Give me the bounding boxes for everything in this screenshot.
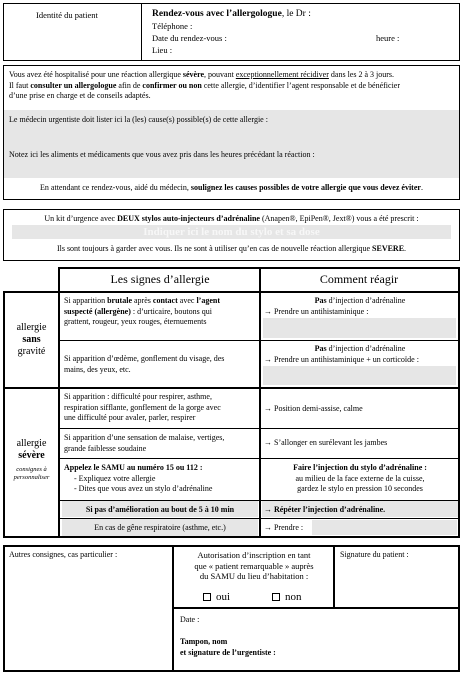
yes-checkbox[interactable] [203,593,211,601]
causes-label: Le médecin urgentiste doit lister ici la (les) cause(s) possible(s) de cette allergie : [9,115,268,124]
row-line [60,340,459,341]
foods-label: Notez ici les aliments et médicaments que vous avez pris dans les heures précédant la réaction : [9,150,315,159]
no-checkbox[interactable] [272,593,280,601]
row-line [60,458,459,459]
row-7-react: → Prendre : [264,523,304,532]
yes-label: oui [216,591,231,603]
row-6-signs: Si pas d’amélioration au bout de 5 à 10 min [85,505,235,514]
yes-option[interactable] [203,591,230,604]
patient-signature-label: Signature du patient : [340,550,409,559]
pen-name-field[interactable] [12,225,451,239]
row-5-signs: Appelez le SAMU au numéro 15 ou 112 : - Expliquez votre allergie - Dites que vous avez un stylo d’adrénaline [64,463,213,493]
row-5-react: Faire l’injection du stylo d’adrénaline : au milieu de la face externe de la cuisse, gardez le stylo en pression 10 secondes [293,463,427,493]
place-label: Lieu : [152,45,173,55]
row-6-react: → Répéter l’injection d’adrénaline. [264,505,386,514]
customize-note: consignes à [16,466,47,473]
avoid-note: En attendant ce rendez-vous, aidé du médecin, soulignez les causes possibles de votre allergie que vous devez éviter. [40,183,423,192]
row-1-react-title: Pas d’injection d’adrénaline [314,296,406,305]
severe-allergy-label: allergie sévère consignes à personnaliser [5,438,58,482]
allergist-title: Rendez-vous avec l’allergologue [152,9,282,19]
appointment-title [152,9,311,20]
date-label: Date du rendez-vous : [152,33,227,43]
mild-severe-rule [3,387,460,389]
table-col-divider [259,267,261,538]
other-instructions-label: Autres consignes, cas particulier : [9,550,118,559]
antihistamine-field-2[interactable] [263,366,456,385]
pen-name-placeholder: Indiquer ici le nom du stylo et sa dose [143,226,320,238]
kit-line-1: Un kit d’urgence avec DEUX stylos auto-injecteurs d’adrénaline (Anapen®, EpiPen®, Jext®) vous a été prescrit : [44,214,419,223]
row-3-react: → Position demi-assise, calme [264,404,363,413]
row-2-react-title: Pas d’injection d’adrénaline [314,344,406,353]
take-field[interactable] [312,520,457,535]
row-line [60,428,459,429]
footer-divider-h [172,607,460,609]
row-4-signs: Si apparition d’une sensation de malaise, vertiges, grande faiblesse soudaine [64,433,225,453]
no-option[interactable] [272,591,302,604]
mild-allergy-label: allergie sans gravité [16,322,47,357]
row-1-signs: Si apparition brutale après contact avec l’agent suspecté (allergène) : d’urticaire, boutons qui grattent, rougeur, yeux rouges, éternuements [64,296,220,326]
row-2-react: → Prendre un antihistaminique + un corticoïde : [264,355,419,364]
header-divider [141,3,142,61]
stamp-label: Tampon, nom et signature de l’urgentiste : [180,637,276,657]
antihistamine-field-1[interactable] [263,318,456,338]
header-rule [3,291,460,293]
row-3-signs: Si apparition : difficulté pour respirer, asthme, respiration sifflante, gonflement de la gorge avec une difficulté pour avaler, parler, respirer [64,392,221,422]
date-label: Date : [180,615,200,624]
kit-line-3: Ils sont toujours à garder avec vous. Ils ne sont à utiliser qu’en cas de nouvelle réaction allergique SEVERE. [56,244,407,253]
row-1-react: → Prendre un antihistaminique : [264,307,369,316]
header-signs: Les signes d’allergie [110,272,210,286]
row-7-signs: En cas de gêne respiratoire (asthme, etc.) [94,523,226,532]
doctor-label: , le Dr : [281,9,311,19]
time-label: heure : [376,33,400,43]
row-4-react: → S’allonger en surélevant les jambes [264,438,388,447]
row-2-signs: Si apparition d’œdème, gonflement du visage, des mains, des yeux, etc. [64,354,225,374]
no-label: non [285,591,302,603]
patient-identity-label: Identité du patient [36,10,98,20]
footer-divider-right [333,545,335,608]
header-react: Comment réagir [319,272,399,286]
intro-text: Vous avez été hospitalisé pour une réaction allergique sévère, pouvant exceptionnellement récidiver dans les 2 à 3 jours. Il faut consulter un allergologue afin de confirmer ou non cette allergie, d’identifier l’agent responsable et de bénéficier d’une prise en charge et de conseils adaptés. [9,70,401,100]
phone-label: Téléphone : [152,21,193,31]
authorization-text: Autorisation d’inscription en tant que « patient remarquable » auprès du SAMU du lieu d’habitation : [194,550,314,581]
